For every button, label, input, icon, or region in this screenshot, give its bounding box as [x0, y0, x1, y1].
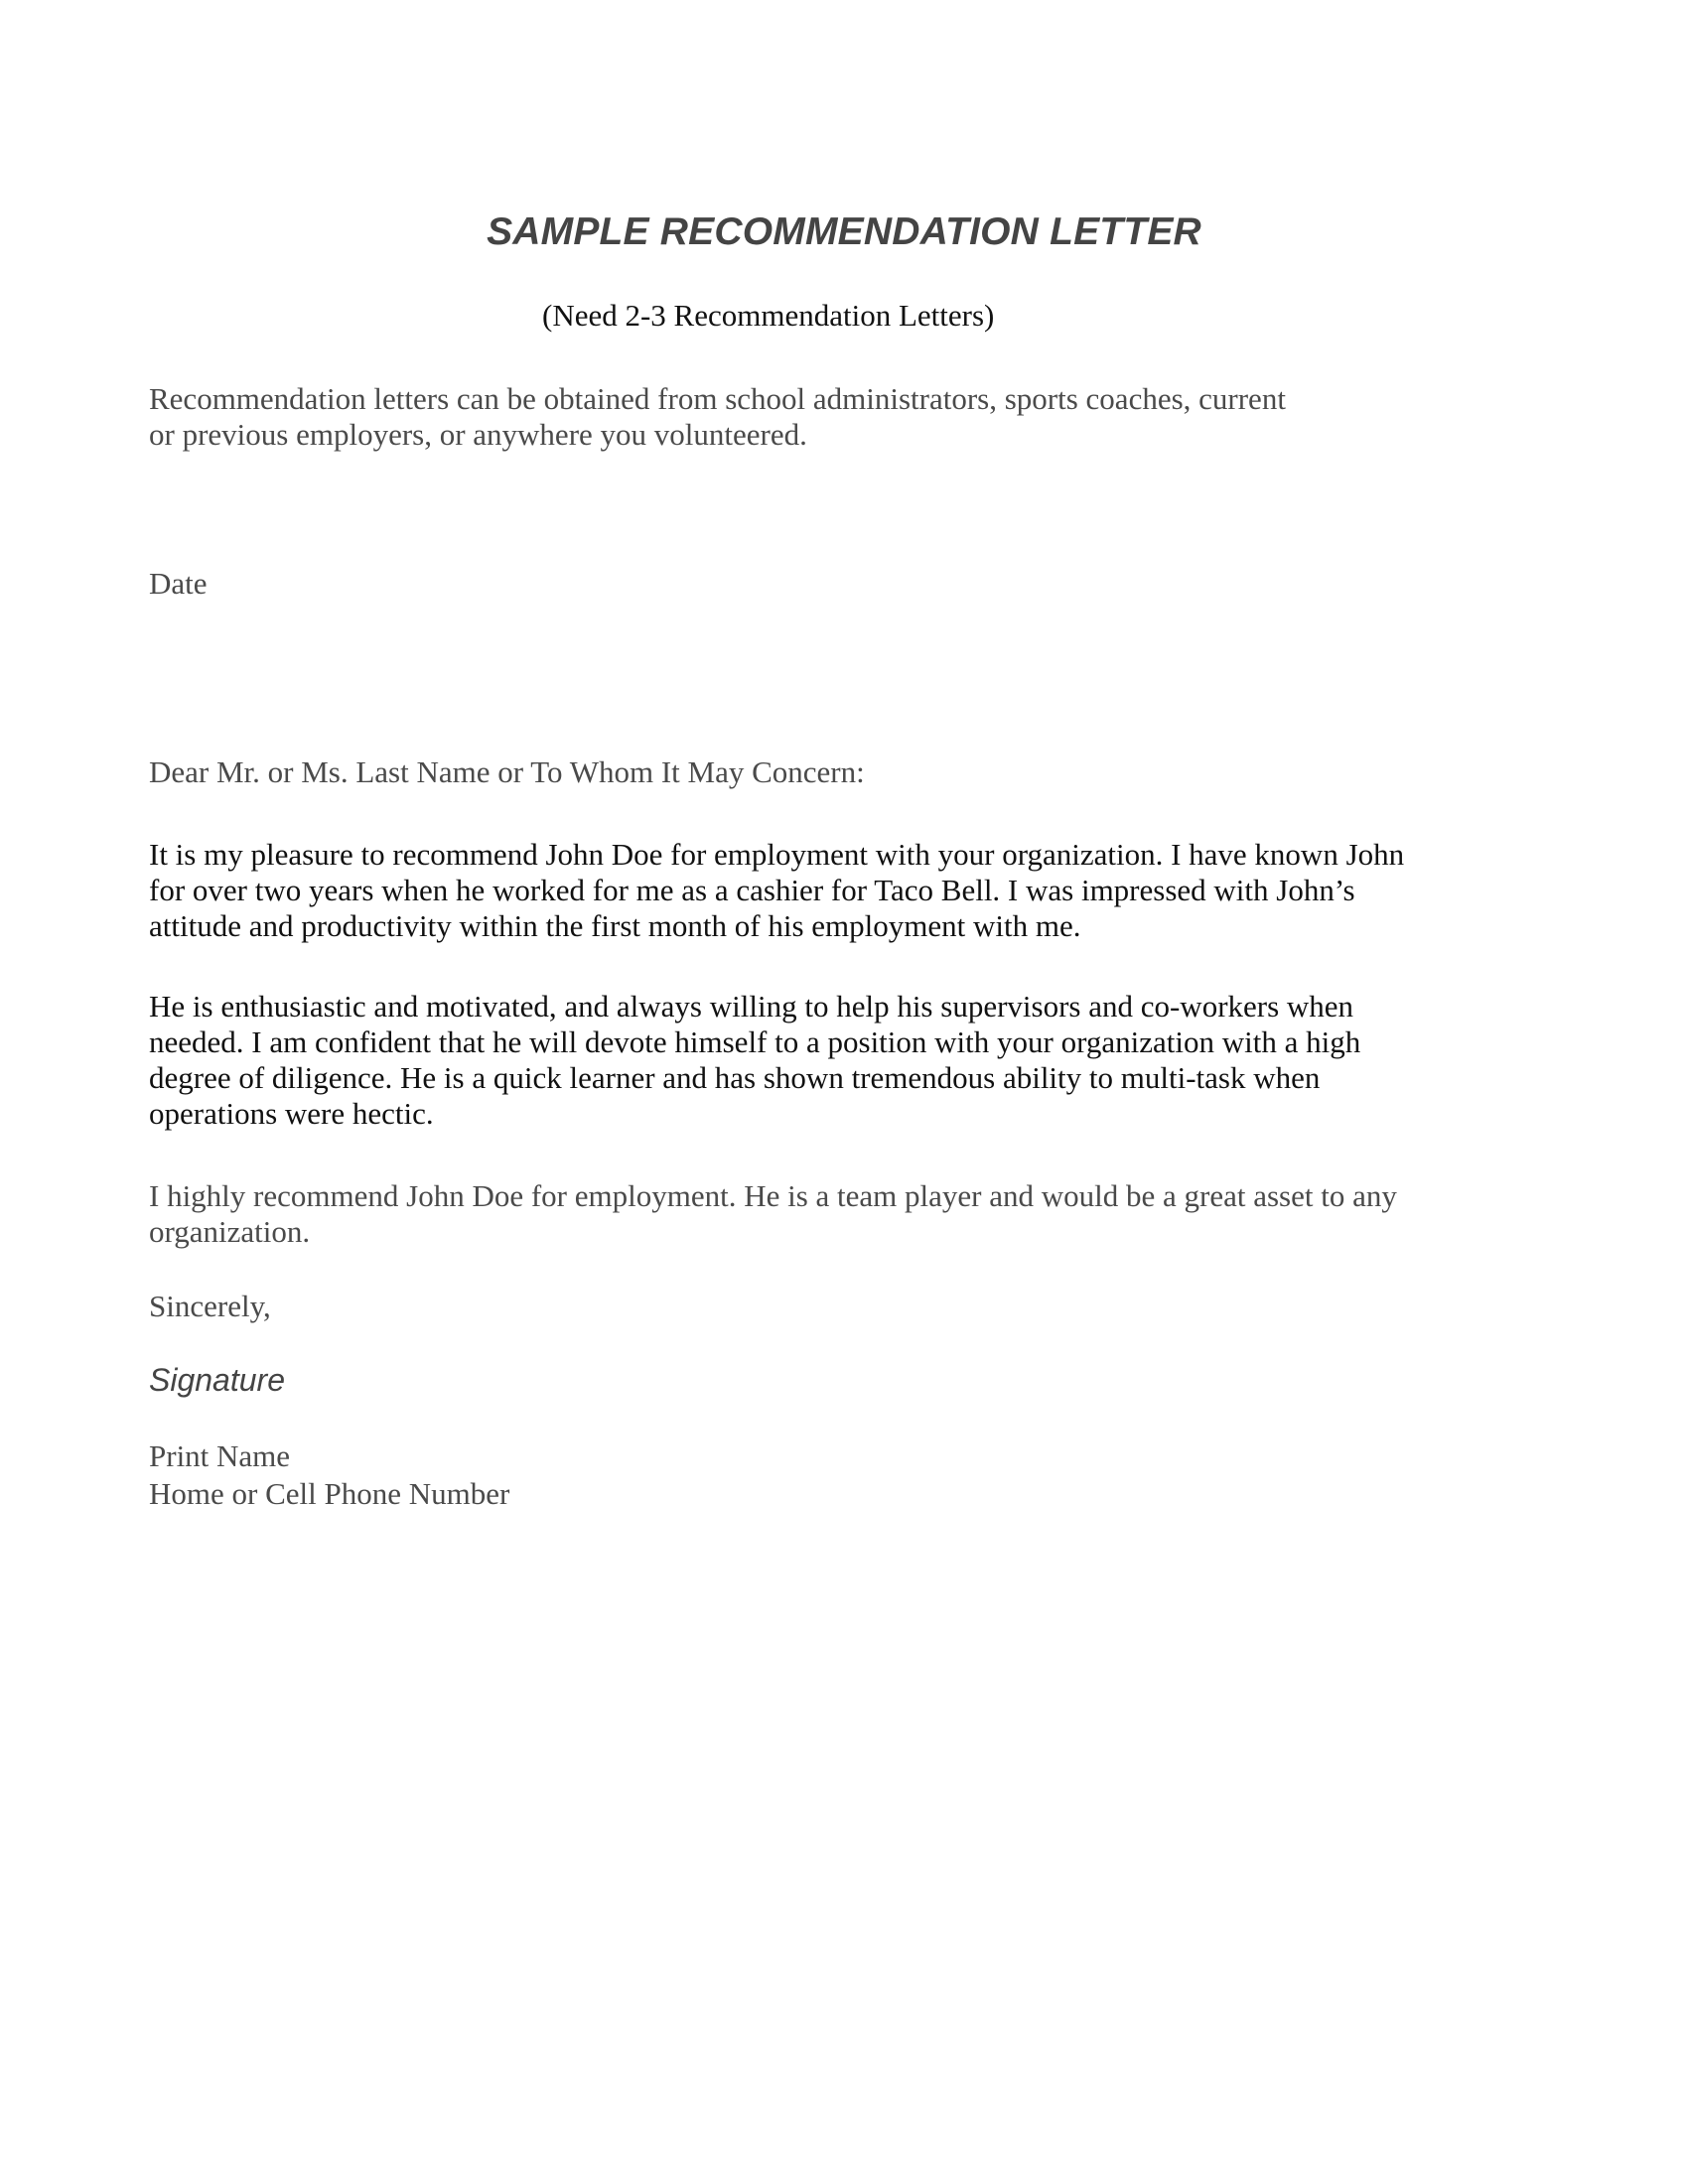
print-name: Print Name	[149, 1438, 291, 1473]
page-title: SAMPLE RECOMMENDATION LETTER	[487, 210, 1201, 253]
body-paragraph-3	[149, 1178, 1539, 1250]
signature: Signature	[149, 1362, 285, 1398]
intro-line: Recommendation letters can be obtained from school administrators, sports coaches, current	[149, 381, 1286, 416]
phone-number: Home or Cell Phone Number	[149, 1476, 510, 1511]
paragraph-line: for over two years when he worked for me as a cashier for Taco Bell. I was impressed with John’s	[149, 873, 1355, 907]
intro-line: or previous employers, or anywhere you volunteered.	[149, 417, 807, 452]
closing: Sincerely,	[149, 1289, 271, 1323]
subtitle: (Need 2-3 Recommendation Letters)	[542, 298, 995, 333]
paragraph-line: degree of diligence. He is a quick learner and has shown tremendous ability to multi-task when	[149, 1060, 1321, 1095]
body-paragraph-2	[149, 989, 1539, 1132]
body-paragraph-1	[149, 837, 1539, 944]
paragraph-line: needed. I am confident that he will devote himself to a position with your organization with a high	[149, 1024, 1361, 1059]
paragraph-line: attitude and productivity within the first month of his employment with me.	[149, 908, 1081, 943]
paragraph-line: operations were hectic.	[149, 1096, 434, 1131]
paragraph-line: organization.	[149, 1214, 311, 1249]
paragraph-line: I highly recommend John Doe for employment. He is a team player and would be a great asset to any	[149, 1178, 1397, 1213]
salutation: Dear Mr. or Ms. Last Name or To Whom It May Concern:	[149, 754, 865, 789]
date-label: Date	[149, 566, 208, 601]
paragraph-line: He is enthusiastic and motivated, and always willing to help his supervisors and co-workers when	[149, 989, 1354, 1024]
paragraph-line: It is my pleasure to recommend John Doe for employment with your organization. I have known John	[149, 837, 1405, 872]
intro-paragraph	[149, 381, 1539, 453]
